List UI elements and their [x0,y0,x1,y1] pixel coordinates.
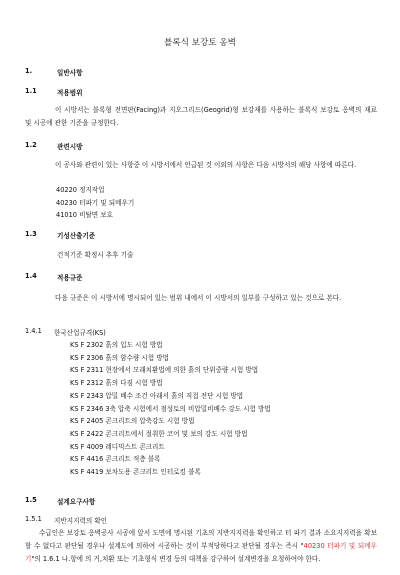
section-1-1-heading: 적용범위 [57,89,83,97]
section-1-number: 1. [25,67,33,75]
list-item: KS F 4009 레디믹스트 콘크리트 [70,442,165,451]
list-item: KS F 2422 콘크리트에서 절취한 코어 및 보의 강도 시험 방법 [70,429,248,438]
section-1-1-number: 1.1 [25,87,37,95]
section-1-5-1-text-a: 수급인은 보강토 옹벽공사 시공에 앞서 도면에 명시된 기초의 지반지지력을 확인하고 터 파기 결과 소요지지력을 확보할 수 없다고 판단될 경우나 설계도에 의하여 시공하는 것이 부적당하다고 판단될 경우는 즉시 " [25,529,377,550]
section-1-1-text: 이 시방서는 블록형 전면판(Facing)과 지오그리드(Geogrid)형 보강재를 사용하는 블록식 보강토 옹벽의 재료 및 시공에 관한 기준을 규정한다. [25,106,377,127]
section-1-3-text: 건적기준 확정시 추후 기술 [57,251,134,259]
section-1-5-number: 1.5 [25,496,37,504]
list-item: KS F 2343 압밀 배수 조건 아래서 흙의 직접 전단 시험 방법 [70,391,244,400]
section-1-4-1-number: 1.4.1 [25,327,42,335]
list-item: KS F 2405 콘크리트의 압축강도 시험 방법 [70,417,195,426]
section-1-3-number: 1.3 [25,230,37,238]
section-1-5-1-text [25,527,377,566]
list-item: KS F 2302 흙의 입도 시험 방법 [70,341,163,349]
page-title: 블록식 보강토 옹벽 [164,38,236,48]
list-item: KS F 2346 3축 압축 시험에서 점성토의 비압밀비배수 강도 시험 방법 [70,404,271,413]
section-1-4-1-heading: 한국산업규격(KS) [54,329,106,337]
section-1-3-heading: 기성산출기준 [57,232,96,240]
related-spec-list [56,184,134,222]
section-1-heading: 일반사항 [57,69,83,77]
ks-standard-list [70,339,271,479]
section-1-2-number: 1.2 [25,141,37,149]
spec-reference-link: 40230 터파기 및 되메우기 [25,542,377,563]
list-item: KS F 4416 콘크리트 적층 블록 [70,455,161,464]
section-1-4-heading: 적용규준 [57,274,83,282]
section-1-2-text: 이 공사와 관련이 있는 사항중 이 시방서에서 언급된 것 이외의 사항은 다음 시방서의 해당 사항에 따른다. [55,161,357,169]
list-item: KS F 2311 현장에서 모래치환법에 의한 흙의 단위중량 시험 방법 [70,366,259,375]
list-item: 40230 터파기 및 되메우기 [56,198,135,207]
section-1-2-heading: 관련시방 [57,143,83,151]
section-1-4-number: 1.4 [25,272,37,280]
section-1-5-1-number: 1.5.1 [25,515,42,523]
section-1-5-heading: 설계요구사항 [57,498,96,506]
section-1-5-1-heading: 지반지지력의 확인 [54,517,108,525]
list-item: 40220 정지작업 [56,186,105,194]
list-item: 41010 비탈면 보호 [56,211,114,220]
list-item: KS F 2312 흙의 다짐 시험 방법 [70,379,163,388]
section-1-5-1-text-b: "의 1.6.1 나.항에 의 거,치환 또는 기초형식 변경 등의 대책을 강구하여 설계변경을 요청하여야 한다. [31,555,321,563]
list-item: KS F 2306 흙의 함수량 시험 방법 [70,353,169,362]
section-1-4-text: 다음 규준은 이 시방서에 명시되어 있는 범위 내에서 이 시방서의 일부를 구성하고 있는 것으로 본다. [55,294,342,302]
list-item: KS F 4419 보차도용 콘크리트 인터로킹 블록 [70,468,201,477]
